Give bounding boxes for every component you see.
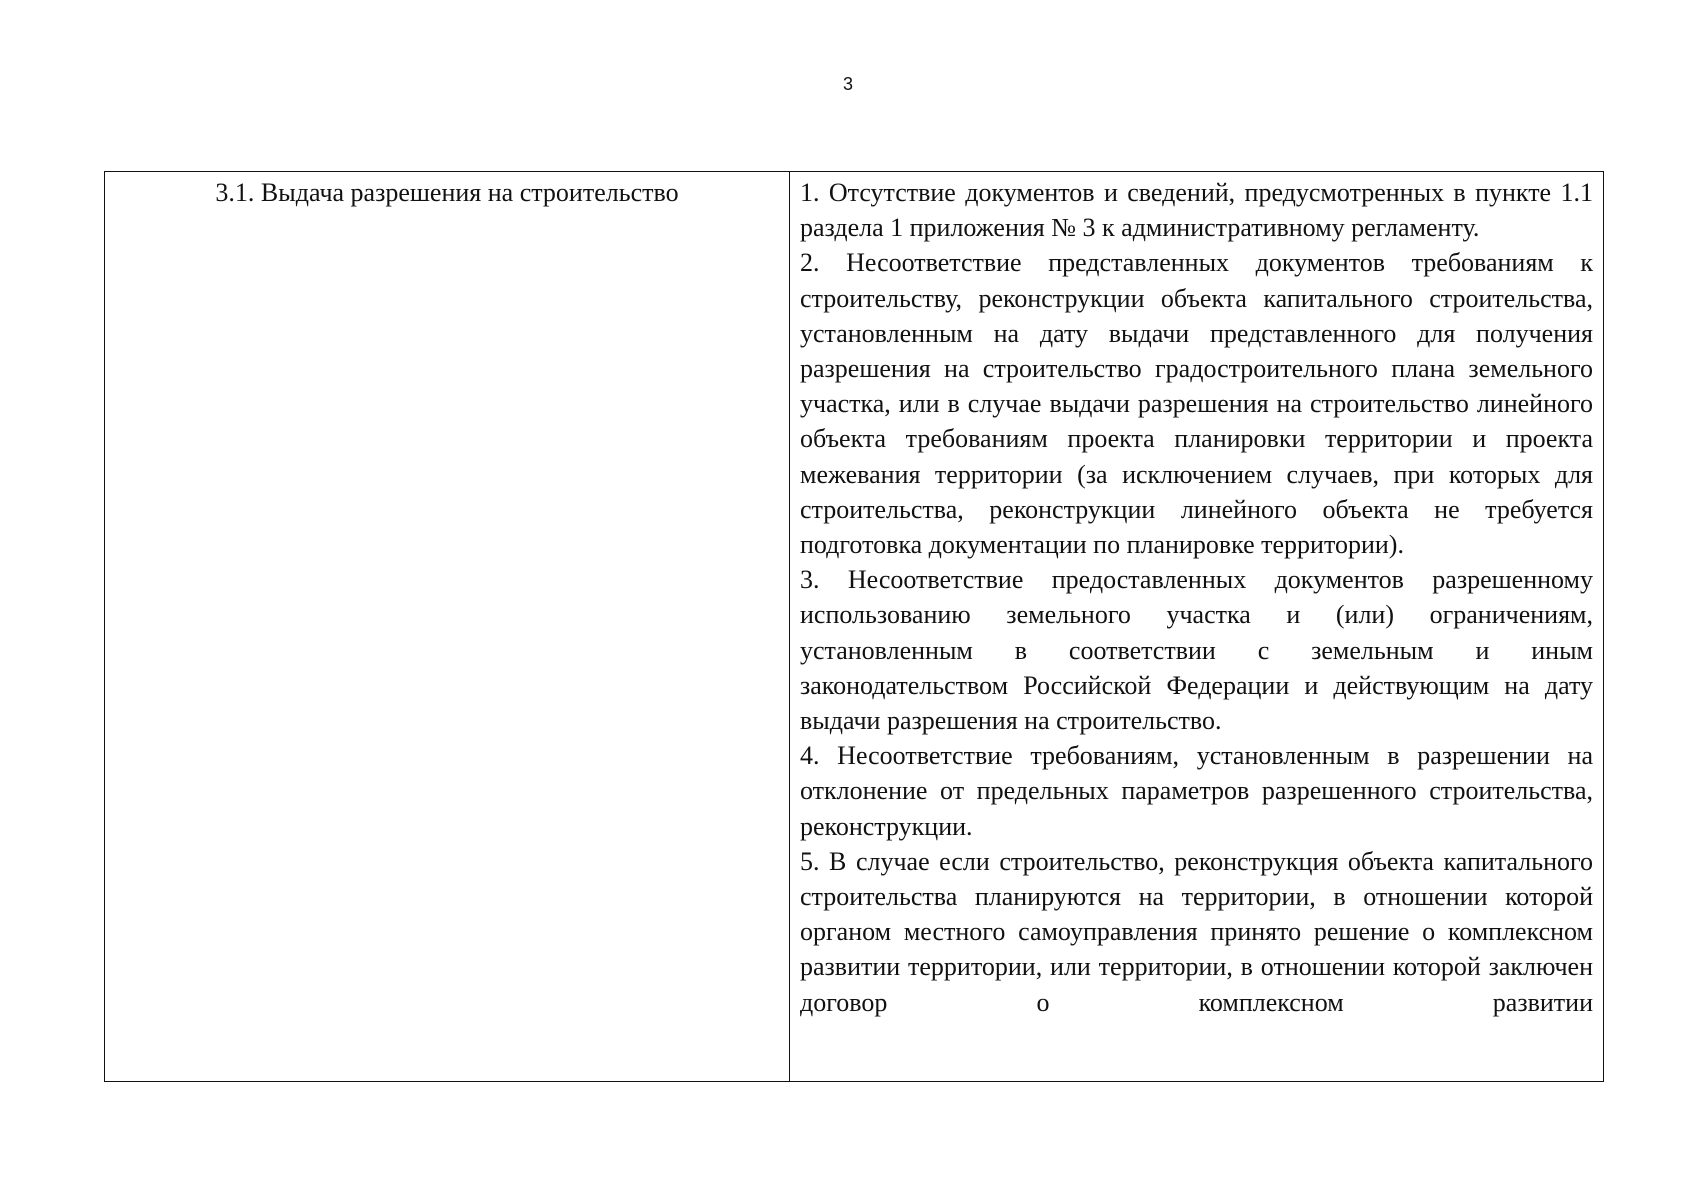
refusal-grounds-cell [790, 172, 1603, 1081]
service-name-cell [105, 172, 790, 1081]
refusal-ground-1: 1. Отсутствие документов и сведений, предусмотренных в пункте 1.1 раздела 1 приложения № 3 к административному регламенту. [800, 178, 1593, 243]
refusal-ground-3: 3. Несоответствие предоставленных документов разрешенному использованию земельного участка и (или) ограничениям, установленным в соответствии с земельным и иным законодательством Российской Федерации и действующим на дату выдачи разрешения на строительство. [800, 565, 1593, 736]
refusal-ground-2: 2. Несоответствие представленных документов требованиям к строительству, реконструкции объекта капитального строительства, установленным на дату выдачи представленного для получения разрешения на строительство градостроительного плана земельного участка, или в случае выдачи разрешения на строительство линейного объекта требованиям проекта планировки территории и проекта межевания территории (за исключением случаев, при которых для строительства, реконструкции линейного объекта не требуется подготовка документации по планировке территории). [800, 248, 1593, 560]
service-name: 3.1. Выдача разрешения на строительство [215, 178, 679, 207]
refusal-ground-5: 5. В случае если строительство, реконструкция объекта капитального строительства планируются на территории, в отношении которой органом местного самоуправления принято решение о комплексном развитии территории, или территории, в отношении которой заключен договор о комплексном развитии [800, 846, 1593, 1017]
regulation-table [104, 171, 1604, 1082]
page-number: 3 [842, 74, 853, 94]
refusal-ground-4: 4. Несоответствие требованиям, установленным в разрешении на отклонение от предельных параметров разрешенного строительства, реконструкции. [800, 741, 1593, 841]
